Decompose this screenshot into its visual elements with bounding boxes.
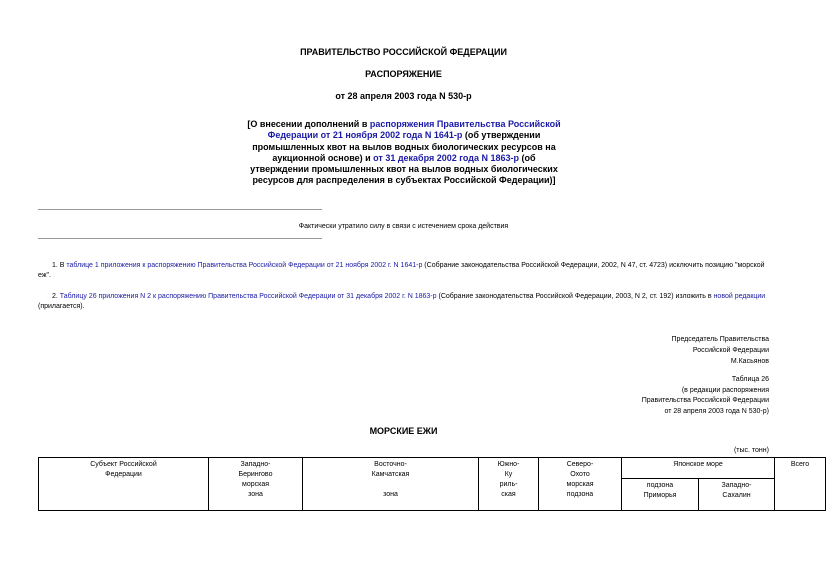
title-text-3: (об утверждении промышленных квот на вылов водных биологических ресурсов для распределения в субъектах Российской Федерации)]: [250, 152, 558, 186]
validity-notice: Фактически утратило силу в связи с истечением срока действия: [298, 223, 509, 230]
para2-text-c: (прилагается).: [38, 303, 85, 310]
signature-block: [672, 334, 769, 367]
para2-link-new-edition[interactable]: новой редакции: [713, 293, 766, 300]
document-type: РАСПОРЯЖЕНИЕ: [365, 69, 442, 79]
title-link-1863[interactable]: от 31 декабря 2002 года N 1863-р: [373, 152, 520, 163]
header-west-bering: Западно- Беринговo морская зона: [209, 458, 303, 511]
government-heading: ПРАВИТЕЛЬСТВО РОССИЙСКОЙ ФЕДЕРАЦИИ: [300, 47, 507, 57]
para1-text-b: (Собрание законодательства Российской Федерации, 2002, N 47, ст. 4723) исключить позицию "морской еж".: [38, 262, 765, 279]
para2-text-a: 2.: [52, 293, 60, 300]
title-text-1: [О внесении дополнений в: [247, 119, 370, 129]
table-caption: [642, 375, 769, 417]
para1-text-a: 1. В: [52, 262, 67, 269]
divider-bottom: [38, 238, 322, 239]
header-subject: Субъект Российской Федерации: [39, 458, 209, 511]
para1-link[interactable]: таблице 1 приложения к распоряжению Правительства Российской Федерации от 21 ноября 2002 г. N 1641-р: [66, 262, 423, 269]
quota-table: [38, 457, 826, 511]
para2-text-b: (Собрание законодательства Российской Федерации, 2003, N 2, ст. 192) изложить в: [436, 293, 714, 300]
table-number: Таблица 26: [731, 376, 769, 383]
para2-link-table26[interactable]: Таблицу 26 приложения N 2 к распоряжению Правительства Российской Федерации от 31 декабря 2002 г. N 1863-р: [59, 293, 437, 300]
header-east-kamchatka: Восточно- Камчатская зона: [303, 458, 479, 511]
title-link-1641[interactable]: распоряжения Правительства Российской Федерации от 21 ноября 2002 года N 1641-р: [267, 119, 561, 141]
title-text-2: (об утверждении промышленных квот на вылов водных биологических ресурсов на аукционной основе) и: [252, 130, 556, 163]
table-edition-3: от 28 апреля 2003 года N 530-р): [664, 407, 769, 415]
signature-name: М.Касьянов: [730, 358, 769, 365]
signature-position: Председатель Правительства: [671, 336, 769, 343]
signature-org: Российской Федерации: [692, 347, 769, 354]
section-title: МОРСКИЕ ЕЖИ: [369, 426, 438, 436]
table-edition-1: (в редакции распоряжения: [681, 386, 769, 394]
document-date: от 28 апреля 2003 года N 530-р: [335, 91, 472, 101]
divider-top: [38, 209, 322, 210]
paragraph-1: [38, 261, 769, 281]
document-title: [246, 119, 562, 187]
units-label: (тыс. тонн): [733, 447, 769, 454]
table-edition-2: Правительства Российской Федерации: [641, 397, 769, 404]
header-total: Всего: [775, 458, 826, 511]
header-north-okhotsk: Северо- Охото морская подзона: [539, 458, 622, 511]
header-japan-sea: Японское море: [622, 458, 775, 479]
header-south-kuril: Южно- Ку риль- ская: [479, 458, 539, 511]
header-west-sakhalin: Западно- Сахалин: [699, 479, 775, 511]
header-primorye: подзона Приморья: [622, 479, 699, 511]
table-header-row-1: [39, 458, 826, 479]
paragraph-2: [38, 292, 769, 312]
